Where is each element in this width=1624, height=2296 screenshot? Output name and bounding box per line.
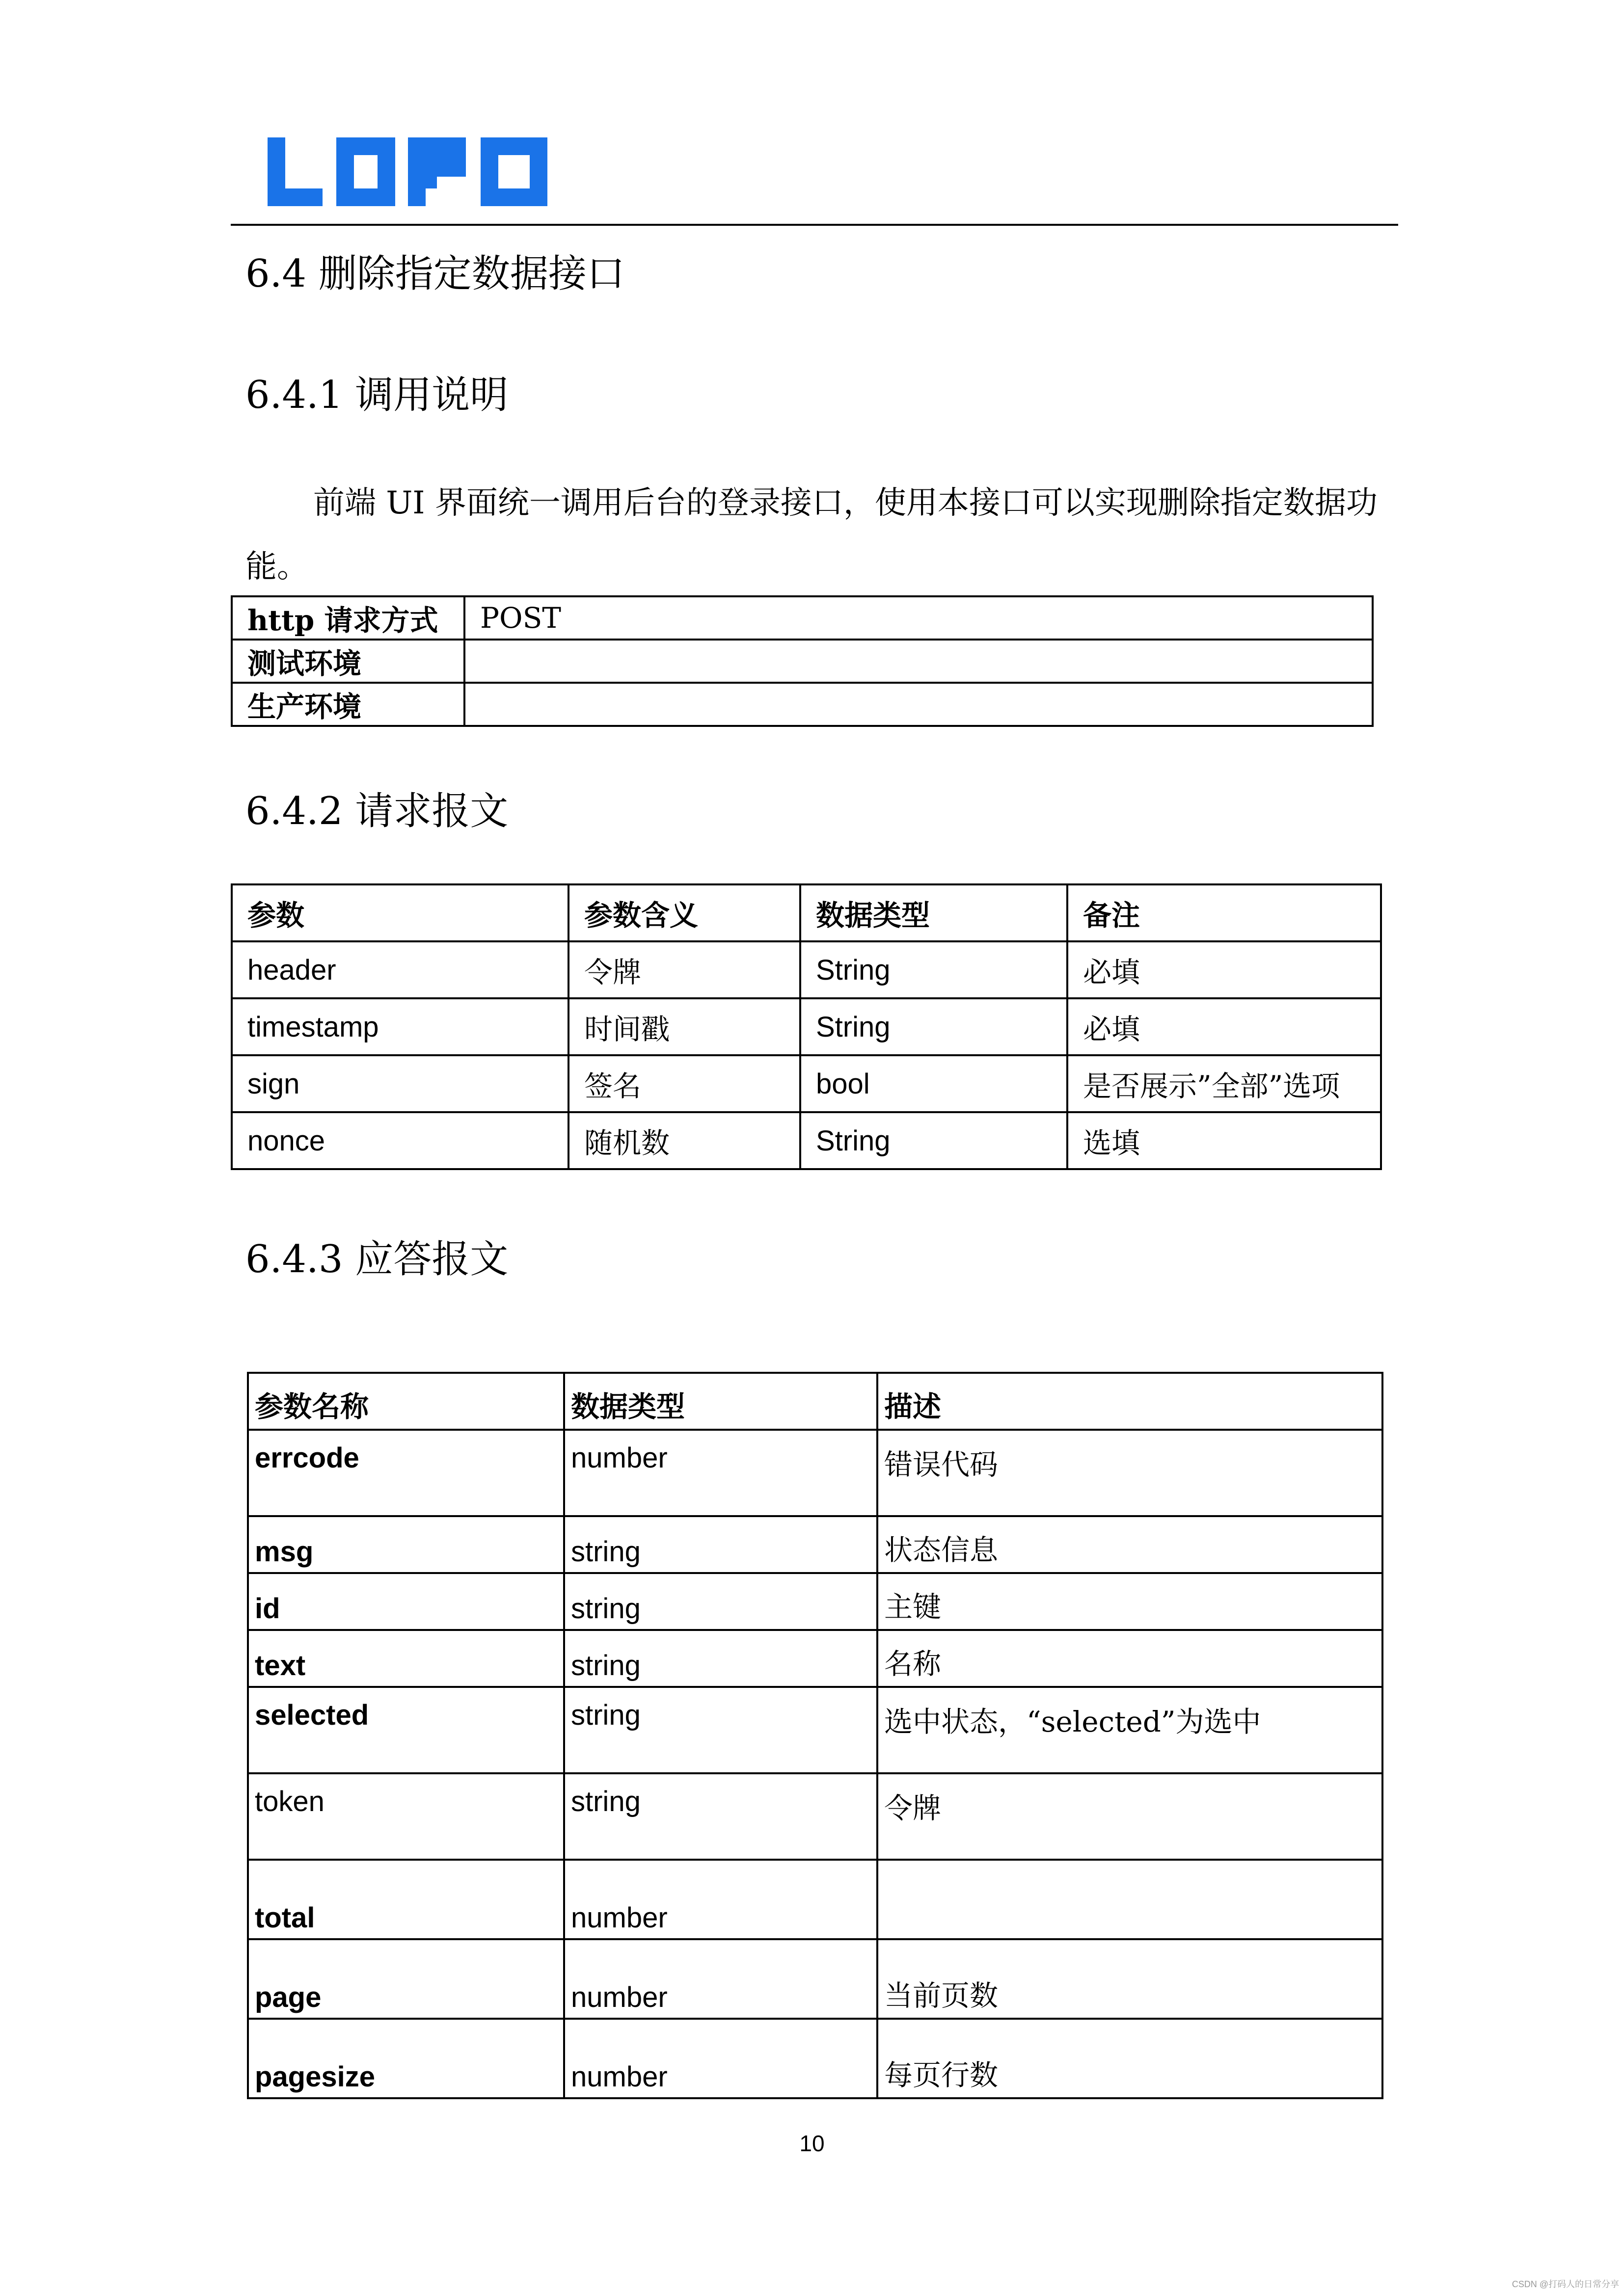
env-key-cell: 生产环境 [232, 683, 464, 726]
table-cell: 令牌 [877, 1773, 1382, 1860]
table-row [232, 683, 1373, 726]
table-cell: pagesize [248, 2019, 564, 2098]
table-cell: string [564, 1516, 877, 1573]
table-header-row [232, 884, 1381, 941]
intro-paragraph: 前端 UI 界面统一调用后台的登录接口，使用本接口可以实现删除指定数据功能。 [245, 485, 1378, 585]
table-row [248, 1573, 1382, 1630]
table-cell: 错误代码 [877, 1430, 1382, 1516]
response-heading: 6.4.3 应答报文 [245, 1237, 509, 1281]
logo-stroke [268, 188, 323, 206]
table-cell: token [248, 1773, 564, 1860]
table-cell: 选中状态，“selected”为选中 [877, 1687, 1382, 1773]
request-table [231, 883, 1382, 1170]
table-cell: number [564, 1430, 877, 1516]
table-cell: string [564, 1573, 877, 1630]
table-row [232, 596, 1373, 640]
env-key-cell: 测试环境 [232, 640, 464, 683]
table-cell: sign [232, 1055, 568, 1112]
table-cell: number [564, 1860, 877, 1939]
logo-stroke [498, 155, 530, 188]
logo-stroke [437, 177, 466, 188]
env-value-cell [464, 683, 1373, 726]
logo-stroke [354, 155, 378, 188]
table-cell: String [800, 941, 1067, 998]
table-row [248, 1516, 1382, 1573]
table-cell: String [800, 1112, 1067, 1169]
table-cell: 时间戳 [568, 998, 800, 1055]
env-key-cell: http 请求方式 [232, 596, 464, 640]
table-cell: selected [248, 1687, 564, 1773]
table-cell: 令牌 [568, 941, 800, 998]
table-cell: 签名 [568, 1055, 800, 1112]
table-row [248, 2019, 1382, 2098]
request-heading: 6.4.2 请求报文 [245, 789, 509, 833]
table-row [248, 1939, 1382, 2019]
table-cell: nonce [232, 1112, 568, 1169]
column-header: 备注 [1067, 884, 1381, 941]
table-cell: text [248, 1630, 564, 1687]
table-row [232, 640, 1373, 683]
response-table [247, 1372, 1383, 2099]
table-row [248, 1430, 1382, 1516]
table-row [248, 1687, 1382, 1773]
page-number: 10 [799, 2131, 825, 2156]
table-cell: 名称 [877, 1630, 1382, 1687]
table-header-row [248, 1373, 1382, 1430]
call-description-heading: 6.4.1 调用说明 [245, 373, 509, 417]
table-cell: 必填 [1067, 998, 1381, 1055]
logo-image [268, 137, 547, 206]
table-row [232, 941, 1381, 998]
column-header: 参数 [232, 884, 568, 941]
section-heading: 6.4 删除指定数据接口 [245, 252, 625, 296]
header-rule [231, 224, 1398, 226]
table-cell: msg [248, 1516, 564, 1573]
logo-stroke [426, 188, 466, 206]
logo-wordmark [268, 137, 547, 206]
table-cell: string [564, 1773, 877, 1860]
table-row [232, 998, 1381, 1055]
table-cell: page [248, 1939, 564, 2019]
table-cell: header [232, 941, 568, 998]
table-cell: number [564, 1939, 877, 2019]
table-cell: String [800, 998, 1067, 1055]
table-cell [877, 1860, 1382, 1939]
table-row [232, 1112, 1381, 1169]
table-cell: string [564, 1687, 877, 1773]
table-cell: 随机数 [568, 1112, 800, 1169]
table-cell: timestamp [232, 998, 568, 1055]
table-cell: 主键 [877, 1573, 1382, 1630]
column-header: 描述 [877, 1373, 1382, 1430]
column-header: 数据类型 [564, 1373, 877, 1430]
table-cell: 每页行数 [877, 2019, 1382, 2098]
env-value-cell [464, 640, 1373, 683]
table-cell: number [564, 2019, 877, 2098]
env-value-cell: POST [464, 596, 1373, 640]
env-table [231, 595, 1374, 727]
column-header: 参数名称 [248, 1373, 564, 1430]
watermark: CSDN @打码人的日常分享 [1512, 2279, 1619, 2289]
table-cell: total [248, 1860, 564, 1939]
logo-stroke [426, 155, 466, 170]
table-row [248, 1773, 1382, 1860]
table-cell: id [248, 1573, 564, 1630]
table-cell: 选填 [1067, 1112, 1381, 1169]
table-row [248, 1860, 1382, 1939]
column-header: 数据类型 [800, 884, 1067, 941]
table-cell: string [564, 1630, 877, 1687]
table-row [248, 1630, 1382, 1687]
table-cell: 必填 [1067, 941, 1381, 998]
table-cell: 状态信息 [877, 1516, 1382, 1573]
column-header: 参数含义 [568, 884, 800, 941]
table-cell: 当前页数 [877, 1939, 1382, 2019]
table-cell: 是否展示”全部”选项 [1067, 1055, 1381, 1112]
table-cell: errcode [248, 1430, 564, 1516]
table-cell: bool [800, 1055, 1067, 1112]
table-row [232, 1055, 1381, 1112]
